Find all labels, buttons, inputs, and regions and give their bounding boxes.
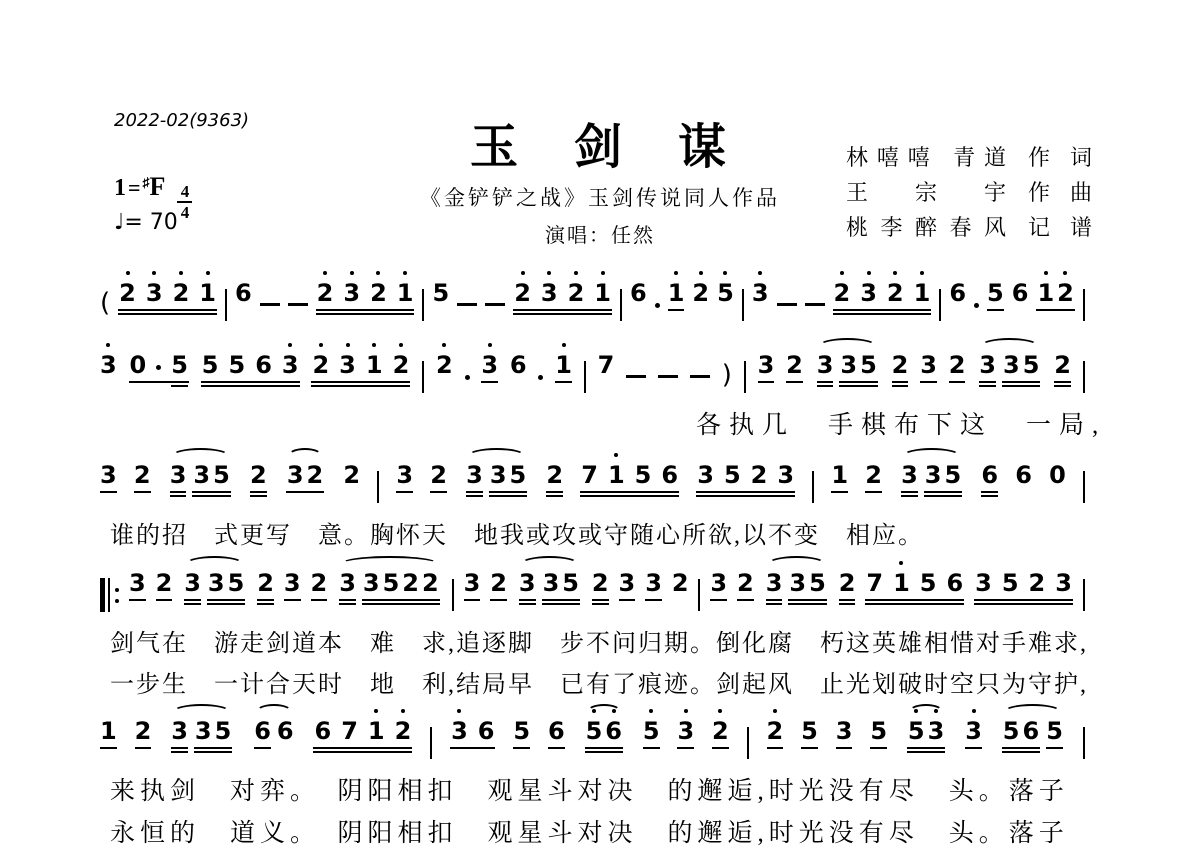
open-paren: ( (100, 288, 111, 318)
system-5 (100, 703, 1085, 849)
note: 0 (129, 351, 147, 379)
note: 5 (201, 351, 219, 379)
note: 3 (128, 569, 146, 597)
note: 5 (585, 717, 603, 745)
note: 6 (1022, 717, 1040, 745)
augmentation-dot (156, 365, 161, 370)
note: 2 (392, 351, 410, 379)
barline (812, 471, 814, 503)
notation-line (100, 265, 1085, 327)
note: 5 (562, 569, 579, 597)
note: 6 (946, 569, 964, 597)
note: 2 (891, 351, 909, 379)
note: 3 (184, 569, 201, 597)
note: 1 (199, 279, 216, 307)
note: 2 (316, 279, 334, 307)
credits-block (846, 140, 1092, 245)
note: 5 (1046, 717, 1063, 745)
note: 3 (789, 569, 807, 597)
slur-group (284, 461, 326, 489)
slur-group (977, 351, 1042, 379)
note: 3 (757, 351, 775, 379)
note: 1 (594, 279, 611, 307)
slur-group (168, 461, 233, 489)
note: 1 (100, 717, 117, 745)
note: 2 (422, 569, 439, 597)
note: 2 (546, 461, 564, 489)
note: 3 (860, 279, 877, 307)
lyrics-line-verse1: 剑气在 游走剑道本 难 求,追逐脚 步不问归期。倒化腐 朽这英雄相惜对手难求, (110, 631, 1088, 657)
system-4 (100, 555, 1088, 699)
note: 5 (944, 461, 962, 489)
note: 3 (816, 351, 834, 379)
augmentation-dot (655, 303, 660, 308)
note: 6 (255, 351, 272, 379)
note: 2 (838, 569, 856, 597)
note: 6 (661, 461, 679, 489)
note: 3 (835, 717, 853, 745)
note: 5 (642, 717, 660, 745)
credit-role: 作曲 (1028, 180, 1092, 205)
beam-group (286, 461, 324, 489)
note: 3 (489, 461, 507, 489)
tempo-marking: ♩= 70 (114, 210, 178, 235)
slur-group (169, 717, 234, 745)
note: 5 (634, 461, 652, 489)
slur-group (337, 569, 442, 597)
credit-composer (846, 175, 1092, 210)
barline (1083, 471, 1085, 503)
beam-group (580, 461, 679, 489)
note: 6 (547, 717, 565, 745)
edition-number: 2022-02(9363) (114, 110, 250, 131)
note: 3 (207, 569, 225, 597)
barline (584, 361, 586, 393)
note: 5 (432, 279, 450, 307)
duration-dash (658, 375, 678, 378)
note: 2 (591, 569, 609, 597)
note: 5 (870, 717, 888, 745)
note: 3 (840, 351, 858, 379)
note: 2 (119, 279, 136, 307)
note: 2 (133, 461, 151, 489)
barline (452, 579, 454, 611)
note: 5 (1022, 351, 1040, 379)
note: 2 (948, 351, 966, 379)
credit-name: 桃李醉春风 (846, 215, 1006, 240)
lyrics-line: 各执几 手棋布下这 一局, (696, 412, 1107, 439)
augmentation-dot (465, 375, 470, 380)
lyrics-line-verse1: 来执剑 对弈。 阴阳相扣 观星斗对决 的邂逅,时光没有尽 头。落子 (110, 778, 1069, 805)
credit-name: 林嘻嘻 青道 (846, 145, 1006, 170)
beam-group (1002, 717, 1040, 745)
note: 5 (860, 351, 877, 379)
note: 2 (750, 461, 768, 489)
barline (225, 289, 227, 321)
time-signature (177, 183, 192, 221)
duration-dash (805, 303, 825, 306)
note: 3 (618, 569, 636, 597)
system-1 (100, 265, 1085, 327)
barline (377, 471, 379, 503)
note: 1 (607, 461, 625, 489)
beam-group (513, 279, 612, 307)
note: 5 (171, 351, 188, 379)
note: 3 (100, 351, 117, 379)
note: 2 (312, 351, 330, 379)
note: 6 (605, 717, 622, 745)
note: 3 (542, 569, 560, 597)
note: 2 (737, 569, 754, 597)
note: 2 (155, 569, 173, 597)
key-prefix: 1 (114, 175, 126, 201)
note: 2 (257, 569, 274, 597)
note: 6 (630, 279, 647, 307)
slur-group (182, 569, 247, 597)
lyrics-line-verse2: 永恒的 道义。 阴阳相扣 观星斗对决 的邂逅,时光没有尽 头。落子 (110, 820, 1069, 847)
note: 7 (341, 717, 358, 745)
slur-group (1000, 717, 1065, 745)
slur-group (905, 717, 947, 745)
note: 3 (697, 461, 714, 489)
note: 3 (343, 279, 361, 307)
note: 1 (667, 279, 685, 307)
barline (1083, 289, 1085, 321)
note: 5 (801, 717, 818, 745)
note: 3 (286, 461, 304, 489)
beam-group (1036, 279, 1074, 307)
sharp-icon: ♯ (142, 176, 150, 191)
beam-group (924, 461, 962, 489)
note: 2 (306, 461, 324, 489)
note: 5 (907, 717, 925, 745)
barline (1083, 361, 1085, 393)
notation-line (100, 337, 1085, 399)
note: 3 (283, 569, 301, 597)
note: 2 (766, 717, 784, 745)
note: 2 (370, 279, 387, 307)
barline (1083, 579, 1085, 611)
note: 2 (1054, 351, 1071, 379)
slur-group (583, 717, 625, 745)
note: 2 (402, 569, 419, 597)
note: 5 (717, 279, 734, 307)
beam-group (907, 717, 945, 745)
notation-line (100, 447, 1085, 509)
note: 3 (362, 569, 380, 597)
beam-group (1002, 351, 1040, 379)
barline (742, 289, 744, 321)
beam-group (194, 717, 232, 745)
note: 3 (979, 351, 996, 379)
note: 5 (723, 461, 741, 489)
note: 5 (809, 569, 826, 597)
note: 2 (490, 569, 507, 597)
slur-group (815, 351, 880, 379)
note: 6 (314, 717, 332, 745)
augmentation-dot (974, 303, 979, 308)
note: 3 (777, 461, 795, 489)
song-title: 玉 剑 谋 (469, 121, 730, 174)
time-denominator: 4 (180, 203, 190, 222)
note: 2 (886, 279, 904, 307)
note: 5 (227, 569, 245, 597)
beam-group (362, 569, 440, 597)
note: 3 (518, 569, 536, 597)
note: 6 (276, 717, 294, 745)
note: 3 (193, 461, 211, 489)
beam-group (313, 717, 412, 745)
note: 3 (281, 351, 299, 379)
note: 2 (1057, 279, 1074, 307)
note: 7 (866, 569, 884, 597)
barline (620, 289, 622, 321)
note: 2 (343, 461, 361, 489)
augmentation-dot (538, 375, 543, 380)
note: 3 (1055, 569, 1072, 597)
note: 3 (1002, 351, 1020, 379)
note: 1 (1037, 279, 1055, 307)
slur-group (464, 461, 529, 489)
note: 1 (555, 351, 572, 379)
close-paren: ) (721, 360, 732, 390)
slur-group (517, 569, 582, 597)
duration-dash (288, 303, 308, 306)
note: 2 (833, 279, 851, 307)
note: 2 (865, 461, 882, 489)
note: 3 (339, 569, 356, 597)
notation-line (100, 555, 1085, 617)
note: 2 (514, 279, 531, 307)
system-3 (100, 447, 1085, 550)
slur-group (252, 717, 295, 745)
note: 6 (1011, 279, 1029, 307)
key-note: F (149, 172, 166, 201)
note: 3 (901, 461, 918, 489)
note: 2 (134, 717, 152, 745)
note: 5 (513, 717, 531, 745)
note: 6 (234, 279, 252, 307)
note: 3 (463, 569, 481, 597)
note: 3 (171, 717, 188, 745)
note: 2 (692, 279, 710, 307)
beam-group (839, 351, 877, 379)
note: 3 (975, 569, 992, 597)
beam-group (696, 461, 795, 489)
barline (744, 361, 746, 393)
beam-group (542, 569, 580, 597)
beam-group (865, 569, 964, 597)
note: 3 (924, 461, 942, 489)
note: 5 (382, 569, 400, 597)
note: 5 (987, 279, 1004, 307)
note: 5 (228, 351, 246, 379)
note: 1 (367, 717, 385, 745)
beam-group (192, 461, 230, 489)
note: 2 (567, 279, 585, 307)
duration-dash (457, 303, 477, 306)
beam-group (207, 569, 245, 597)
note: 3 (920, 351, 937, 379)
note: 1 (893, 569, 910, 597)
duration-dash (485, 303, 505, 306)
barline (747, 727, 749, 759)
performer-line: 演唱：任然 (545, 225, 655, 247)
note: 1 (396, 279, 414, 307)
barline (422, 361, 424, 393)
beam-group (201, 351, 300, 379)
duration-dash (626, 375, 646, 378)
note: 2 (172, 279, 190, 307)
note: 3 (927, 717, 945, 745)
barline (939, 289, 941, 321)
barline (698, 579, 700, 611)
note: 5 (509, 461, 527, 489)
note: 3 (169, 461, 187, 489)
barline (1083, 727, 1085, 759)
beam-group (129, 351, 189, 379)
key-equals: = (128, 175, 141, 200)
note: 2 (394, 717, 412, 745)
beam-group (788, 569, 826, 597)
duration-dash (690, 375, 710, 378)
note: 1 (365, 351, 383, 379)
note: 0 (1049, 461, 1066, 489)
note: 3 (100, 461, 117, 489)
note: 7 (581, 461, 598, 489)
repeat-sign (100, 578, 119, 612)
notation-line (100, 703, 1085, 765)
note: 6 (254, 717, 271, 745)
note: 2 (786, 351, 803, 379)
note: 1 (831, 461, 849, 489)
note: 3 (396, 461, 414, 489)
credit-transcriber (846, 210, 1092, 245)
note: 3 (765, 569, 783, 597)
lyrics-line: 谁的招 式更写 意。胸怀天 地我或攻或守随心所欲,以不变 相应。 (110, 523, 924, 549)
credit-name: 王宗宇 (846, 180, 1006, 205)
note: 6 (509, 351, 527, 379)
note: 6 (477, 717, 495, 745)
note: 6 (1015, 461, 1032, 489)
note: 3 (965, 717, 982, 745)
note: 3 (645, 569, 662, 597)
beam-group (489, 461, 527, 489)
slur-group (764, 569, 829, 597)
barline (430, 727, 432, 759)
beam-group (974, 569, 1073, 597)
note: 3 (145, 279, 163, 307)
note: 3 (451, 717, 468, 745)
note: 5 (214, 717, 232, 745)
note: 2 (671, 569, 689, 597)
beam-group (833, 279, 932, 307)
note: 3 (677, 717, 695, 745)
note: 6 (981, 461, 999, 489)
time-numerator: 4 (180, 182, 190, 201)
note: 7 (597, 351, 615, 379)
beam-group (311, 351, 410, 379)
duration-dash (777, 303, 797, 306)
note: 2 (249, 461, 267, 489)
note: 3 (481, 351, 499, 379)
song-subtitle: 《金铲铲之战》玉剑传说同人作品 (420, 186, 780, 210)
credit-lyricist (846, 140, 1092, 175)
note: 3 (710, 569, 728, 597)
note: 3 (751, 279, 769, 307)
lyrics-line-verse2: 一步生 一计合天时 地 利,结局早 已有了痕迹。剑起风 止光划破时空只为守护, (110, 672, 1088, 698)
note: 3 (194, 717, 212, 745)
note: 2 (435, 351, 453, 379)
note: 5 (1002, 717, 1020, 745)
beam-group (118, 279, 217, 307)
note: 6 (949, 279, 967, 307)
note: 2 (712, 717, 729, 745)
beam-group (450, 717, 495, 745)
beam-group (585, 717, 623, 745)
barline (422, 289, 424, 321)
note: 5 (919, 569, 937, 597)
note: 2 (430, 461, 447, 489)
system-2 (100, 337, 1107, 441)
slur-group (899, 461, 964, 489)
duration-dash (260, 303, 280, 306)
note: 2 (1028, 569, 1046, 597)
note: 5 (213, 461, 230, 489)
credit-role: 作词 (1028, 145, 1092, 170)
note: 3 (540, 279, 558, 307)
note: 5 (1001, 569, 1019, 597)
credit-role: 记谱 (1028, 215, 1092, 240)
note: 1 (913, 279, 931, 307)
note: 3 (339, 351, 356, 379)
beam-group (316, 279, 415, 307)
note: 3 (466, 461, 483, 489)
note: 2 (310, 569, 328, 597)
